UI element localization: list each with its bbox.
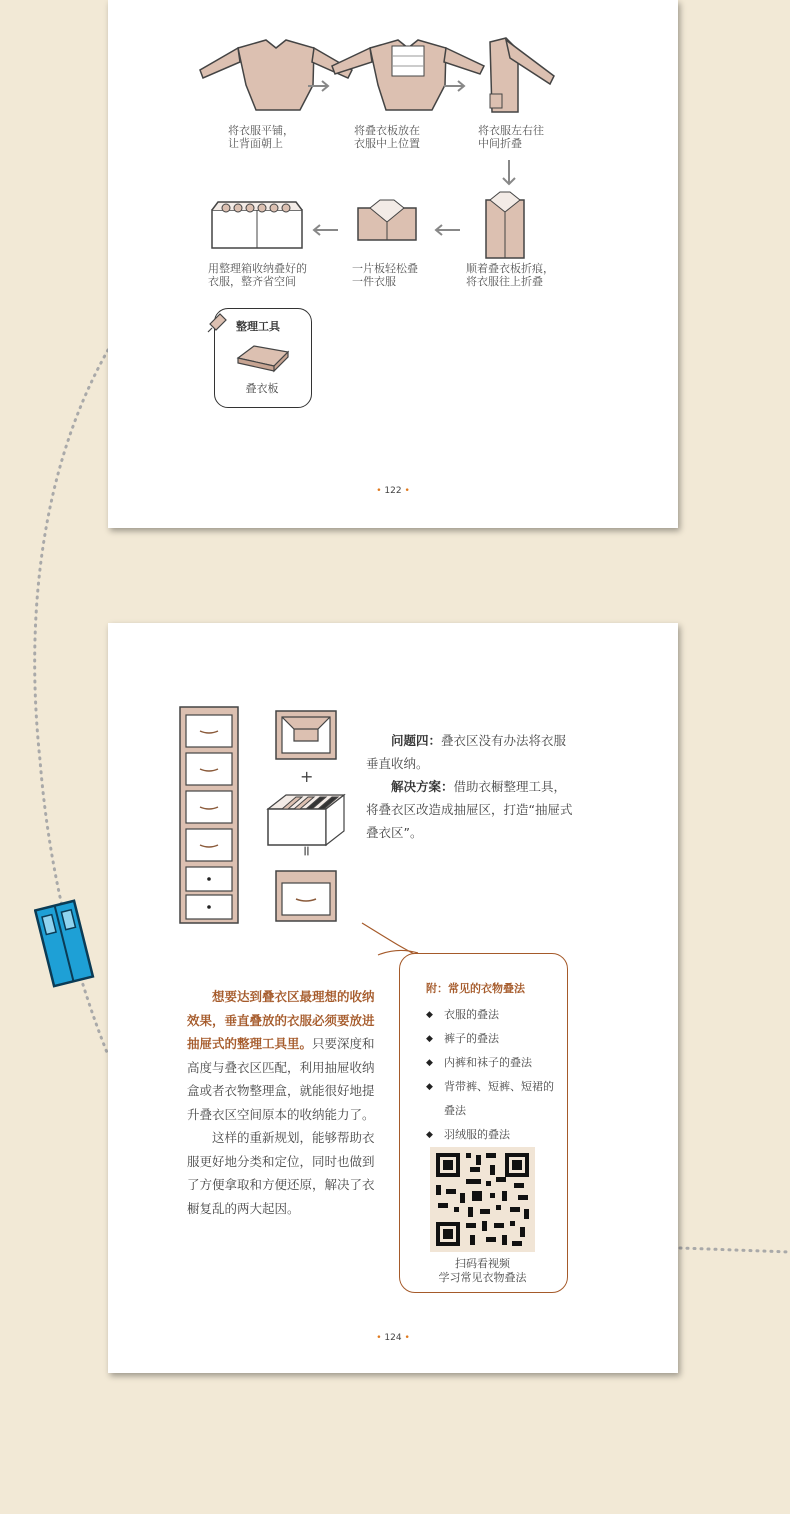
answer-label: 解决方案： — [391, 779, 454, 794]
arrow-left-icon — [436, 225, 460, 235]
diamond-bullet-icon: ◆ — [426, 1082, 433, 1092]
list-item — [426, 1027, 556, 1051]
shirt-icon — [490, 38, 554, 112]
list-item — [426, 1051, 556, 1075]
shirt-icon — [200, 40, 352, 110]
plus-symbol: + — [300, 767, 314, 786]
page-number-value: 122 — [384, 486, 402, 496]
qr-pattern — [430, 1147, 535, 1252]
tag-list — [426, 1003, 556, 1147]
drawer-cabinet-icon — [178, 703, 242, 925]
body-text: 只要深度和高度与叠衣区匹配，利用抽屉收纳盒或者衣物整理盒，就能很好地提升叠衣区空间原本的收纳能力了。 — [187, 1036, 375, 1122]
page-number: • 122 • — [376, 486, 410, 496]
tool-box-title: 整理工具 — [236, 320, 280, 333]
equals-symbol: = — [297, 845, 314, 857]
list-item — [426, 1003, 556, 1027]
step-caption: 将叠衣板放在 衣服中上位置 — [354, 124, 420, 150]
diamond-bullet-icon: ◆ — [426, 1010, 433, 1020]
qr-caption: 扫码看视频 学习常见衣物叠法 — [438, 1257, 527, 1284]
list-item-label: 背带裤、短裤、短裙的叠法 — [444, 1080, 554, 1117]
arrow-right-icon — [444, 81, 464, 91]
body-paragraph-1 — [187, 985, 383, 1126]
arrow-left-icon — [314, 225, 338, 235]
page-number-value: 124 — [384, 1333, 402, 1343]
step-caption: 将衣服平铺， 让背面朝上 — [228, 124, 294, 150]
body-highlight: 想要达到叠衣区最理想的收纳效果，垂直叠放的衣服必须要放进抽屉式的整理工具里。 — [187, 989, 375, 1051]
list-item — [426, 1075, 556, 1123]
answer-text: 借助衣橱整理工具，将叠衣区改造成抽屉区，打造“抽屉式叠衣区”。 — [366, 779, 573, 840]
step-caption: 将衣服左右往 中间折叠 — [478, 124, 544, 150]
pin-icon — [206, 310, 230, 334]
list-item — [426, 1123, 556, 1147]
list-item-label: 裤子的叠法 — [444, 1032, 499, 1045]
diamond-bullet-icon: ◆ — [426, 1058, 433, 1068]
step-caption: 用整理箱收纳叠好的 衣服，整齐省空间 — [208, 262, 307, 288]
arrow-down-icon — [503, 160, 515, 184]
step-caption: 一片板轻松叠 一件衣服 — [352, 262, 418, 288]
storage-box-icon — [212, 202, 302, 248]
drawer-box-icon — [274, 709, 338, 761]
page-124 — [108, 623, 678, 1373]
qr-code[interactable] — [430, 1147, 535, 1252]
diamond-bullet-icon: ◆ — [426, 1034, 433, 1044]
list-item-label: 羽绒服的叠法 — [444, 1128, 510, 1141]
answer-paragraph — [366, 775, 578, 844]
drawer-box-icon — [264, 787, 348, 849]
body-paragraph-2: 这样的重新规划，能够帮助衣服更好地分类和定位，同时也做到了方便拿取和方便还原，解决了衣橱复乱的两大起因。 — [187, 1130, 375, 1216]
bookmark-icon — [34, 898, 98, 988]
drawer-box-icon — [274, 869, 338, 923]
page-122 — [108, 0, 678, 528]
list-item-label: 内裤和袜子的叠法 — [444, 1056, 532, 1069]
question-text: 叠衣区没有办法将衣服垂直收纳。 — [366, 733, 567, 771]
question-paragraph — [366, 729, 578, 775]
diamond-bullet-icon: ◆ — [426, 1130, 433, 1140]
shirt-icon — [486, 192, 524, 258]
shirt-icon — [358, 200, 416, 240]
question-label: 问题四： — [391, 733, 442, 748]
shirt-icon — [332, 40, 484, 110]
step-caption: 顺着叠衣板折痕， 将衣服往上折叠 — [466, 262, 554, 288]
list-item-label: 衣服的叠法 — [444, 1008, 499, 1021]
tag-title: 附：常见的衣物叠法 — [426, 982, 525, 995]
folding-board-icon — [234, 342, 292, 374]
tool-box-item: 叠衣板 — [245, 382, 279, 395]
page-number: • 124 • — [376, 1333, 410, 1343]
